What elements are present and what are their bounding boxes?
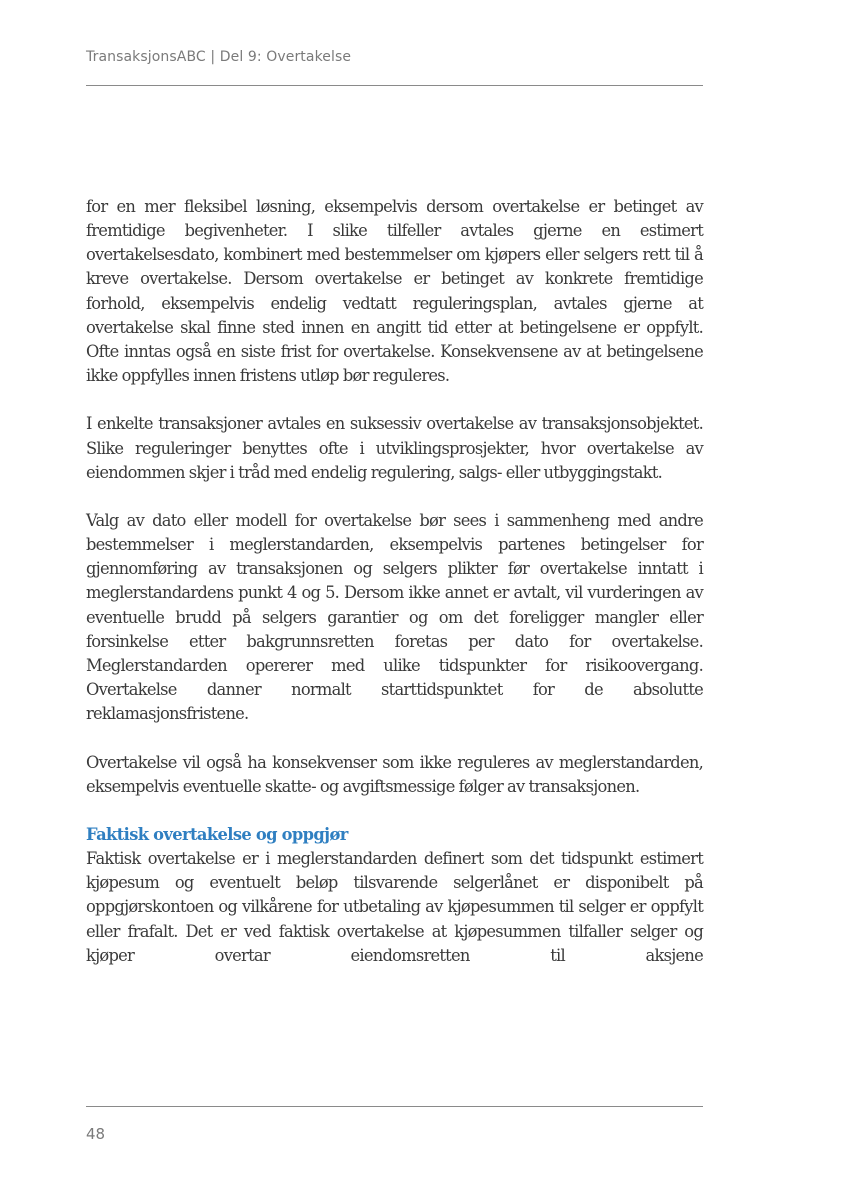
running-header: TransaksjonsABC | Del 9: Overtakelse <box>86 49 352 65</box>
paragraph-continuation: for en mer fleksibel løsning, eksempelvis dersom overtakelse er betinget av fremtidige begivenheter. I slike tilfeller avtales gjerne en estimert overtakelsesdato, kombinert med bestemmelser om kjøpers eller selgers rett til å kreve overtakelse. Dersom overtakelse er betinget av konkrete fremtidige forhold, eksempelvis endelig vedtatt reguleringsplan, avtales gjerne at overtakelse skal finne sted innen en angitt tid etter at betingelsene er oppfylt. Ofte inntas også en siste frist for overtakelse. Konsekvensene av at betingelsene ikke oppfylles innen fristens utløp bør reguleres. <box>86 197 703 386</box>
section-paragraph: Faktisk overtakelse er i meglerstandarden definert som det tidspunkt estimert kjøpesum og eventuelt beløp tilsvarende selgerlånet er disponibelt på oppgjørskontoen og vilkårene for utbetaling av kjøpesummen til selger er oppfylt eller frafalt. Det er ved faktisk overtakelse at kjøpesummen tilfaller selger og kjøper overtar eiendomsretten til aksjene <box>86 849 703 965</box>
main-body <box>86 195 703 968</box>
footer-divider <box>86 1106 703 1107</box>
paragraph-consequences: Overtakelse vil også ha konsekvenser som ikke reguleres av meglerstandarden, eksempelvis eventuelle skatte- og avgiftsmessige følger av transaksjonen. <box>86 752 703 796</box>
page-number: 48 <box>86 1125 106 1143</box>
paragraph-date-or-model: Valg av dato eller modell for overtakelse bør sees i sammenheng med andre bestemmelser i meglerstandarden, eksempelvis partenes betingelser for gjennomføring av transaksjonen og selgers plikter før overtakelse inntatt i meglerstandardens punkt 4 og 5. Dersom ikke annet er avtalt, vil vurderingen av eventuelle brudd på selgers garantier og om det foreligger mangler eller forsinkelse etter bakgrunnsretten foretas per dato for overtakelse. Meglerstandarden opererer med ulike tidspunkter for risikoovergang. Overtakelse danner normalt starttidspunktet for de absolutte reklamasjonsfristene. <box>86 511 703 724</box>
header-divider <box>86 85 703 86</box>
paragraph-successive-takeover: I enkelte transaksjoner avtales en suksessiv overtakelse av transaksjonsobjektet. Slike reguleringer benyttes ofte i utviklingsprosjekter, hvor overtakelse av eiendommen skjer i tråd med endelig regulering, salgs- eller utbyggingstakt. <box>86 414 703 482</box>
section-heading: Faktisk overtakelse og oppgjør <box>86 825 348 844</box>
